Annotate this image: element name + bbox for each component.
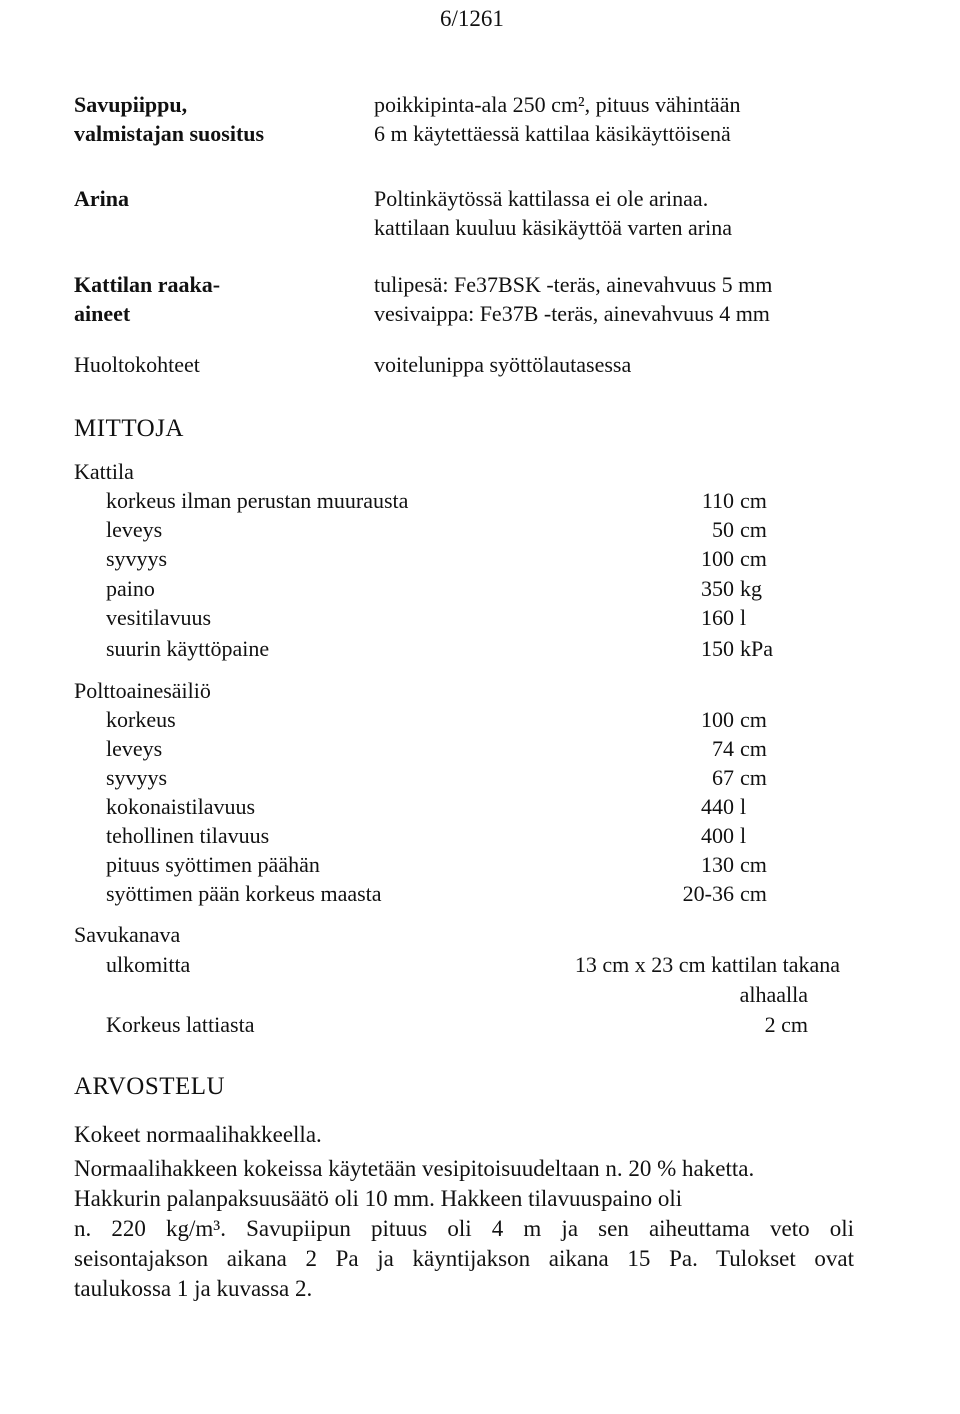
group-title-kattila: Kattila	[74, 459, 134, 484]
spec-value	[374, 270, 894, 328]
spec-row-huoltokohteet	[74, 350, 874, 380]
dimension-label: vesitilavuus	[106, 605, 212, 630]
dimension-row	[106, 603, 806, 632]
dimension-value	[666, 603, 806, 632]
dimension-value	[666, 850, 806, 879]
spec-row-raaka-aineet	[74, 270, 874, 330]
dimension-value	[666, 792, 806, 821]
spec-value-line: voitelunippa syöttölautasessa	[374, 352, 632, 377]
spec-value-line: 6 m käytettäessä kattilaa käsikäyttöisenä	[374, 121, 731, 146]
dimension-value	[666, 879, 806, 908]
dimension-label: syvyys	[106, 765, 168, 790]
dimension-number: 100	[701, 546, 734, 571]
dimension-number: 100	[701, 707, 734, 732]
dimension-row	[106, 705, 806, 734]
paragraph-line: Normaalihakkeen kokeissa käytetään vesipitoisuudeltaan n. 20 % haketta.	[74, 1156, 755, 1181]
dimension-row	[106, 821, 806, 850]
dimension-row	[106, 792, 806, 821]
dimension-number: 110	[701, 488, 734, 513]
dimension-number: 440	[701, 794, 734, 819]
dimension-row	[106, 850, 806, 879]
dimension-number: 150	[701, 636, 734, 661]
group-title-savukanava: Savukanava	[74, 922, 181, 947]
spec-label-line: valmistajan suositus	[74, 121, 265, 146]
paragraph-line: Hakkurin palanpaksuusäätö oli 10 mm. Hakkeen tilavuuspaino oli	[74, 1186, 683, 1211]
dimension-label: syöttimen pään korkeus maasta	[106, 881, 382, 906]
spec-row-arina	[74, 184, 874, 244]
dimension-value	[666, 515, 806, 544]
paragraph-line: n. 220 kg/m³. Savupiipun pituus oli 4 m ja sen aiheuttama veto oli	[74, 1216, 854, 1241]
group-title-polttoainesailio: Polttoainesäiliö	[74, 678, 211, 703]
dimension-value	[666, 705, 806, 734]
dimension-label: kokonaistilavuus	[106, 794, 256, 819]
spec-value-line: tulipesä: Fe37BSK -teräs, ainevahvuus 5 mm	[374, 272, 773, 297]
paragraph-arvostelu	[74, 1120, 854, 1304]
dimension-label-ulkomitta: ulkomitta	[106, 952, 191, 977]
spec-label-line: Savupiippu,	[74, 92, 188, 117]
dimension-label: paino	[106, 576, 155, 601]
dimension-unit: cm	[740, 546, 767, 571]
spec-value-line: Poltinkäytössä kattilassa ei ole arinaa.	[374, 186, 709, 211]
dimension-label: leveys	[106, 736, 163, 761]
dimension-row	[106, 544, 806, 573]
dimension-value	[666, 574, 806, 603]
spec-value	[374, 90, 894, 148]
dimension-number: 160	[701, 605, 734, 630]
paragraph-line: seisontajakson aikana 2 Pa ja käyntijakson aikana 15 Pa. Tulokset ovat	[74, 1246, 854, 1271]
dimension-label: syvyys	[106, 546, 168, 571]
dimension-unit: l	[740, 605, 747, 630]
spec-value-line: kattilaan kuuluu käsikäyttöä varten arina	[374, 215, 732, 240]
dimension-row	[106, 734, 806, 763]
dimension-number: 20-36	[682, 881, 734, 906]
spec-row-savupiippu	[74, 90, 874, 150]
dimension-number: 67	[712, 765, 734, 790]
dimension-unit: kg	[740, 576, 762, 601]
dimension-value	[666, 734, 806, 763]
spec-label	[74, 270, 364, 328]
section-heading-mittoja: MITTOJA	[74, 415, 184, 442]
spec-label-line: Huoltokohteet	[74, 352, 200, 377]
dimension-row	[106, 634, 806, 663]
dimension-value-korkeus-lattiasta: 2 cm	[764, 1012, 808, 1037]
dimension-number: 74	[712, 736, 734, 761]
dimension-row	[106, 486, 806, 515]
spec-value-line: vesivaippa: Fe37B -teräs, ainevahvuus 4 mm	[374, 301, 770, 326]
dimension-value	[666, 634, 806, 663]
dimension-unit: cm	[740, 765, 767, 790]
spec-label	[74, 350, 364, 379]
spec-label-line: Arina	[74, 186, 129, 211]
dimension-unit: cm	[740, 881, 767, 906]
dimension-unit: cm	[740, 488, 767, 513]
dimension-label: suurin käyttöpaine	[106, 636, 270, 661]
dimension-unit: l	[740, 794, 747, 819]
dimension-row	[106, 879, 806, 908]
dimension-label: pituus syöttimen päähän	[106, 852, 320, 877]
dimension-value	[666, 763, 806, 792]
spec-value	[374, 350, 894, 379]
dimension-value	[666, 486, 806, 515]
dimension-row	[106, 763, 806, 792]
dimension-number: 400	[701, 823, 734, 848]
dimension-unit: l	[740, 823, 747, 848]
dimension-number: 50	[712, 517, 734, 542]
dimension-number: 130	[701, 852, 734, 877]
dimension-unit: cm	[740, 736, 767, 761]
dimension-value-ulkomitta: 13 cm x 23 cm kattilan takana	[574, 952, 840, 977]
spec-value	[374, 184, 894, 242]
spec-label	[74, 184, 364, 213]
dimension-unit: cm	[740, 517, 767, 542]
dimension-unit: cm	[740, 707, 767, 732]
dimension-label: leveys	[106, 517, 163, 542]
dimension-value-ulkomitta-line2: alhaalla	[739, 982, 808, 1007]
spec-label-line: Kattilan raaka-	[74, 272, 221, 297]
dimension-row	[106, 574, 806, 603]
dimension-unit: cm	[740, 852, 767, 877]
spec-label-line: aineet	[74, 301, 131, 326]
dimension-unit: kPa	[740, 636, 773, 661]
dimension-row	[106, 515, 806, 544]
dimension-value	[666, 821, 806, 850]
dimension-label-korkeus-lattiasta: Korkeus lattiasta	[106, 1012, 255, 1037]
spec-label	[74, 90, 364, 148]
dimension-value	[666, 544, 806, 573]
section-heading-arvostelu: ARVOSTELU	[74, 1073, 226, 1100]
dimension-label: korkeus ilman perustan muurausta	[106, 488, 409, 513]
dimension-label: korkeus	[106, 707, 176, 732]
dimension-number: 350	[701, 576, 734, 601]
dimension-label: tehollinen tilavuus	[106, 823, 270, 848]
page-number: 6/1261	[440, 6, 504, 31]
paragraph-line: Kokeet normaalihakkeella.	[74, 1122, 322, 1147]
spec-value-line: poikkipinta-ala 250 cm², pituus vähintään	[374, 92, 741, 117]
paragraph-line: taulukossa 1 ja kuvassa 2.	[74, 1276, 313, 1301]
